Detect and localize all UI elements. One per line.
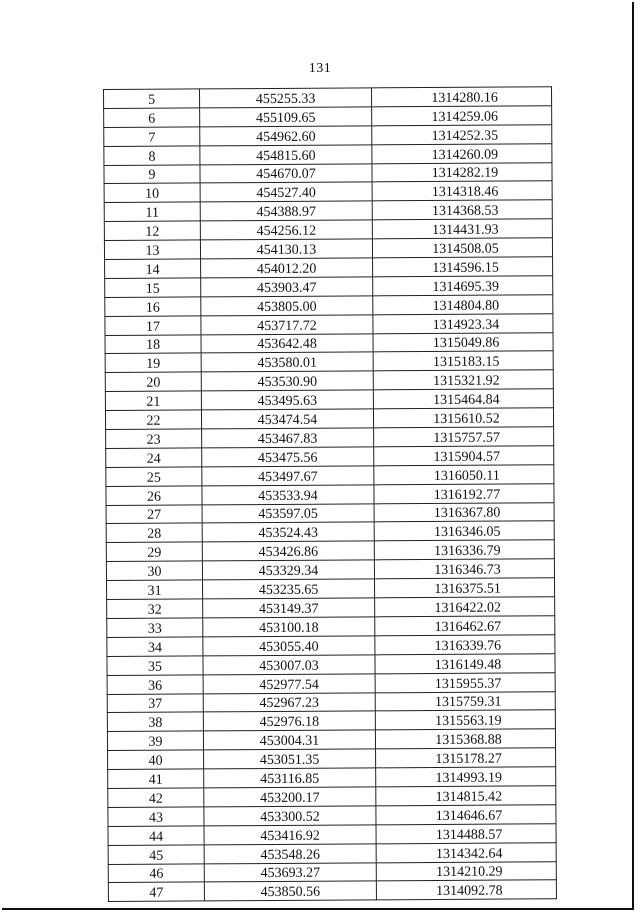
table-row — [105, 389, 553, 411]
point-number-cell: 45 — [108, 845, 204, 864]
point-number-cell: 46 — [108, 863, 204, 882]
point-number-cell: 11 — [104, 202, 200, 221]
table-row — [107, 597, 555, 619]
x-coordinate-cell: 454670.07 — [200, 163, 372, 183]
y-coordinate-cell: 1316346.05 — [374, 521, 554, 541]
x-coordinate-cell: 453717.72 — [201, 315, 373, 335]
x-coordinate-cell: 453495.63 — [201, 390, 373, 410]
x-coordinate-cell: 452967.23 — [203, 692, 375, 712]
table-row — [106, 521, 554, 543]
y-coordinate-cell: 1315049.86 — [373, 332, 553, 352]
y-coordinate-cell: 1315321.92 — [373, 370, 553, 390]
table-row — [107, 710, 555, 732]
y-coordinate-cell: 1315904.57 — [374, 446, 554, 466]
y-coordinate-cell: 1314923.34 — [373, 313, 553, 333]
y-coordinate-cell: 1316339.76 — [375, 635, 555, 655]
point-number-cell: 32 — [107, 599, 203, 618]
x-coordinate-cell: 453467.83 — [202, 428, 374, 448]
y-coordinate-cell: 1315759.31 — [375, 691, 555, 711]
x-coordinate-cell: 454962.60 — [200, 126, 372, 146]
x-coordinate-cell: 453533.94 — [202, 485, 374, 505]
y-coordinate-cell: 1315757.57 — [374, 427, 554, 447]
y-coordinate-cell: 1316422.02 — [375, 597, 555, 617]
point-number-cell: 10 — [104, 183, 200, 202]
x-coordinate-cell: 453055.40 — [203, 636, 375, 656]
table-row — [107, 616, 555, 638]
table-row — [107, 653, 555, 675]
table-row — [104, 106, 552, 128]
table-row — [105, 276, 553, 298]
table-row — [106, 540, 554, 562]
y-coordinate-cell: 1314596.15 — [373, 257, 553, 277]
page-number: 131 — [308, 61, 332, 76]
point-number-cell: 28 — [106, 523, 202, 542]
point-number-cell: 44 — [108, 826, 204, 845]
table-row — [108, 786, 556, 808]
point-number-cell: 41 — [108, 769, 204, 788]
table-row — [104, 143, 552, 165]
point-number-cell: 37 — [107, 693, 203, 712]
x-coordinate-cell: 454012.20 — [201, 258, 373, 278]
point-number-cell: 23 — [106, 429, 202, 448]
point-number-cell: 43 — [108, 807, 204, 826]
x-coordinate-cell: 453200.17 — [204, 787, 376, 807]
y-coordinate-cell: 1314318.46 — [372, 181, 552, 201]
point-number-cell: 7 — [104, 127, 200, 146]
table-row — [104, 181, 552, 203]
table-row — [105, 351, 553, 373]
table-row — [106, 483, 554, 505]
table-row — [107, 578, 555, 600]
y-coordinate-cell: 1315610.52 — [373, 408, 553, 428]
table-row — [106, 559, 554, 581]
table-row — [104, 87, 552, 109]
y-coordinate-cell: 1314695.39 — [373, 276, 553, 296]
point-number-cell: 33 — [107, 618, 203, 637]
table-row — [108, 767, 556, 789]
point-number-cell: 36 — [107, 675, 203, 694]
y-coordinate-cell: 1316462.67 — [375, 616, 555, 636]
y-coordinate-cell: 1314488.57 — [376, 823, 556, 843]
y-coordinate-cell: 1314282.19 — [372, 162, 552, 182]
y-coordinate-cell: 1314260.09 — [372, 143, 552, 163]
table-row — [106, 465, 554, 487]
y-coordinate-cell: 1316149.48 — [375, 653, 555, 673]
y-coordinate-cell: 1316050.11 — [374, 465, 554, 485]
coordinates-table-body — [104, 87, 557, 902]
x-coordinate-cell: 453475.56 — [202, 447, 374, 467]
point-number-cell: 34 — [107, 637, 203, 656]
y-coordinate-cell: 1314431.93 — [372, 219, 552, 239]
y-coordinate-cell: 1315955.37 — [375, 672, 555, 692]
table-row — [108, 842, 556, 864]
y-coordinate-cell: 1314259.06 — [372, 106, 552, 126]
x-coordinate-cell: 453004.31 — [203, 730, 375, 750]
table-row — [105, 295, 553, 317]
table-row — [105, 332, 553, 354]
point-number-cell: 42 — [108, 788, 204, 807]
x-coordinate-cell: 453100.18 — [203, 617, 375, 637]
table-row — [105, 370, 553, 392]
table-row — [106, 427, 554, 449]
point-number-cell: 29 — [106, 542, 202, 561]
table-row — [108, 880, 556, 902]
y-coordinate-cell: 1314815.42 — [376, 786, 556, 806]
table-row — [106, 446, 554, 468]
table-row — [104, 162, 552, 184]
x-coordinate-cell: 452977.54 — [203, 673, 375, 693]
x-coordinate-cell: 453548.26 — [204, 843, 376, 863]
point-number-cell: 31 — [107, 580, 203, 599]
x-coordinate-cell: 453903.47 — [201, 277, 373, 297]
y-coordinate-cell: 1314092.78 — [376, 880, 556, 900]
x-coordinate-cell: 454256.12 — [200, 220, 372, 240]
y-coordinate-cell: 1314342.64 — [376, 842, 556, 862]
coordinates-table — [103, 86, 557, 902]
y-coordinate-cell: 1314804.80 — [373, 295, 553, 315]
point-number-cell: 35 — [107, 656, 203, 675]
point-number-cell: 15 — [105, 278, 201, 297]
y-coordinate-cell: 1315178.27 — [376, 748, 556, 768]
x-coordinate-cell: 453416.92 — [204, 825, 376, 845]
point-number-cell: 13 — [104, 240, 200, 259]
x-coordinate-cell: 453051.35 — [204, 749, 376, 769]
y-coordinate-cell: 1315183.15 — [373, 351, 553, 371]
x-coordinate-cell: 453149.37 — [203, 598, 375, 618]
y-coordinate-cell: 1315368.88 — [375, 729, 555, 749]
x-coordinate-cell: 453850.56 — [204, 881, 376, 901]
point-number-cell: 6 — [104, 108, 200, 127]
y-coordinate-cell: 1314252.35 — [372, 125, 552, 145]
table-row — [104, 200, 552, 222]
y-coordinate-cell: 1314993.19 — [376, 767, 556, 787]
point-number-cell: 16 — [105, 297, 201, 316]
point-number-cell: 14 — [105, 259, 201, 278]
y-coordinate-cell: 1314508.05 — [372, 238, 552, 258]
x-coordinate-cell: 453580.01 — [201, 352, 373, 372]
x-coordinate-cell: 453426.86 — [202, 541, 374, 561]
point-number-cell: 20 — [105, 372, 201, 391]
y-coordinate-cell: 1314210.29 — [376, 861, 556, 881]
table-row — [105, 408, 553, 430]
point-number-cell: 47 — [108, 882, 204, 901]
x-coordinate-cell: 455255.33 — [200, 88, 372, 108]
x-coordinate-cell: 453007.03 — [203, 655, 375, 675]
point-number-cell: 17 — [105, 316, 201, 335]
point-number-cell: 12 — [104, 221, 200, 240]
point-number-cell: 18 — [105, 334, 201, 353]
x-coordinate-cell: 453693.27 — [204, 862, 376, 882]
point-number-cell: 8 — [104, 146, 200, 165]
point-number-cell: 9 — [104, 164, 200, 183]
x-coordinate-cell: 453329.34 — [202, 560, 374, 580]
table-row — [108, 823, 556, 845]
point-number-cell: 19 — [105, 353, 201, 372]
table-row — [106, 502, 554, 524]
table-row — [107, 672, 555, 694]
table-row — [104, 125, 552, 147]
point-number-cell: 39 — [107, 731, 203, 750]
table-row — [108, 748, 556, 770]
table-row — [104, 219, 552, 241]
y-coordinate-cell: 1316367.80 — [374, 502, 554, 522]
x-coordinate-cell: 455109.65 — [200, 107, 372, 127]
point-number-cell: 22 — [105, 410, 201, 429]
x-coordinate-cell: 454527.40 — [200, 182, 372, 202]
table-row — [105, 257, 553, 279]
point-number-cell: 40 — [108, 750, 204, 769]
y-coordinate-cell: 1314280.16 — [371, 87, 551, 107]
x-coordinate-cell: 453474.54 — [201, 409, 373, 429]
point-number-cell: 25 — [106, 467, 202, 486]
y-coordinate-cell: 1316336.79 — [374, 540, 554, 560]
point-number-cell: 26 — [106, 486, 202, 505]
x-coordinate-cell: 453642.48 — [201, 333, 373, 353]
y-coordinate-cell: 1316192.77 — [374, 483, 554, 503]
y-coordinate-cell: 1314368.53 — [372, 200, 552, 220]
x-coordinate-cell: 453235.65 — [203, 579, 375, 599]
point-number-cell: 38 — [107, 712, 203, 731]
point-number-cell: 5 — [104, 89, 200, 108]
table-row — [107, 635, 555, 657]
x-coordinate-cell: 453530.90 — [201, 371, 373, 391]
x-coordinate-cell: 454130.13 — [200, 239, 372, 259]
y-coordinate-cell: 1315464.84 — [373, 389, 553, 409]
x-coordinate-cell: 452976.18 — [203, 711, 375, 731]
x-coordinate-cell: 453524.43 — [202, 522, 374, 542]
table-row — [104, 238, 552, 260]
table-row — [107, 729, 555, 751]
x-coordinate-cell: 453805.00 — [201, 296, 373, 316]
y-coordinate-cell: 1316375.51 — [374, 578, 554, 598]
y-coordinate-cell: 1315563.19 — [375, 710, 555, 730]
point-number-cell: 27 — [106, 504, 202, 523]
point-number-cell: 24 — [106, 448, 202, 467]
y-coordinate-cell: 1314646.67 — [376, 805, 556, 825]
table-row — [107, 691, 555, 713]
table-row — [108, 805, 556, 827]
x-coordinate-cell: 453116.85 — [204, 768, 376, 788]
x-coordinate-cell: 453597.05 — [202, 503, 374, 523]
x-coordinate-cell: 454388.97 — [200, 201, 372, 221]
x-coordinate-cell: 453300.52 — [204, 806, 376, 826]
y-coordinate-cell: 1316346.73 — [374, 559, 554, 579]
table-row — [105, 313, 553, 335]
point-number-cell: 21 — [105, 391, 201, 410]
x-coordinate-cell: 453497.67 — [202, 466, 374, 486]
table-row — [108, 861, 556, 883]
point-number-cell: 30 — [106, 561, 202, 580]
x-coordinate-cell: 454815.60 — [200, 145, 372, 165]
